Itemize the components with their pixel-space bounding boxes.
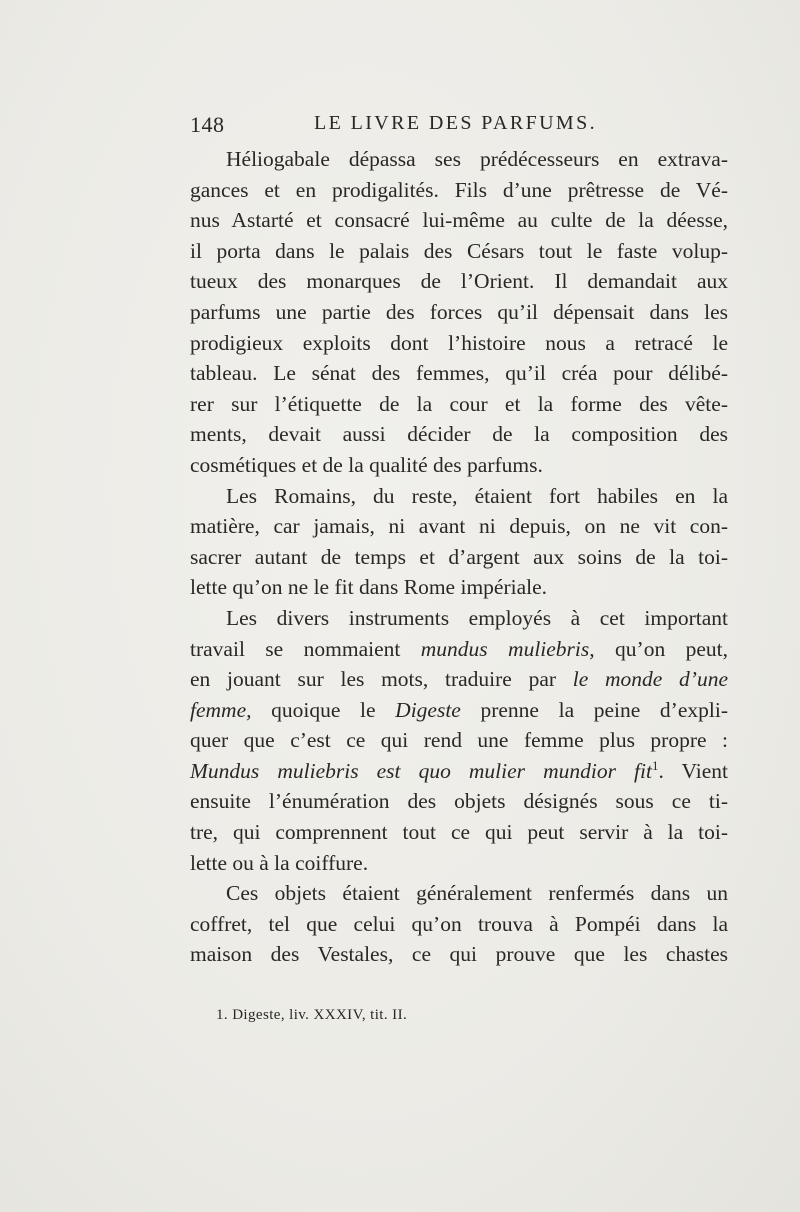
text-line: Héliogabale dépassa ses prédécesseurs en extrava- [226,147,728,171]
text-line: cosmétiques et de la qualité des parfums. [190,452,543,477]
text-line: prodigieux exploits dont l’histoire nous a retracé le [190,330,728,355]
text-line [190,664,728,695]
text-line: Les Romains, du reste, étaient fort habiles en la [226,483,728,508]
text-run: travail se nommaient [190,636,421,661]
italic-text: femme, [190,697,252,722]
text-line: quer que c’est ce qui rend une femme plus propre : [190,728,728,753]
italic-text: mundus muliebris, [420,636,595,661]
footnote-marker: 1 [651,757,659,773]
text-line: Les divers instruments employés à cet important [226,605,728,630]
page-header [190,112,730,144]
italic-text: le monde d’une [572,667,729,692]
text-line [190,756,728,787]
text-line: nus Astarté et consacré lui-même au culte de la déesse, [190,208,728,233]
text-line: il porta dans le palais des Césars tout le faste volup- [190,238,728,263]
footnote: 1. Digeste, liv. XXXIV, tit. II. [216,1007,408,1023]
text-line [190,634,728,665]
text-line: Ces objets étaient généralement renfermés dans un [226,881,728,906]
text-line: parfums une partie des forces qu’il dépensait dans les [190,299,728,324]
text-line: tableau. Le sénat des femmes, qu’il créa pour délibé- [190,361,728,386]
italic-text: Digeste [395,697,461,722]
text-line: gances et en prodigalités. Fils d’une prêtresse de Vé- [190,177,728,202]
text-line: tueux des monarques de l’Orient. Il demandait aux [190,269,728,294]
text-line: tre, qui comprennent tout ce qui peut servir à la toi- [190,820,728,845]
body-text [190,144,728,970]
page-number: 148 [190,112,225,137]
text-line: sacrer autant de temps et d’argent aux soins de la toi- [190,544,728,569]
text-line: lette qu’on ne le fit dans Rome impériale. [190,575,548,600]
text-line: maison des Vestales, ce qui prouve que les chastes [190,942,728,967]
text-run: . Vient [658,758,728,783]
text-line: ments, devait aussi décider de la composition des [190,422,728,447]
text-line [190,695,728,726]
text-run: en jouant sur les mots, traduire par [190,667,573,692]
text-run: quoique le [251,697,396,722]
italic-text: Mundus muliebris est quo mulier mundior fit [190,758,652,783]
text-line: coffret, tel que celui qu’on trouva à Pompéi dans la [190,911,728,936]
text-line: rer sur l’étiquette de la cour et la forme des vête- [190,391,728,416]
text-run: qu’on peut, [594,636,728,661]
text-line: ensuite l’énumération des objets désignés sous ce ti- [190,789,728,814]
text-line: lette ou à la coiffure. [190,850,369,875]
running-title: LE LIVRE DES PARFUMS. [314,112,598,134]
text-run: prenne la peine d’expli- [460,697,728,722]
text-line: matière, car jamais, ni avant ni depuis, on ne vit con- [190,514,728,539]
